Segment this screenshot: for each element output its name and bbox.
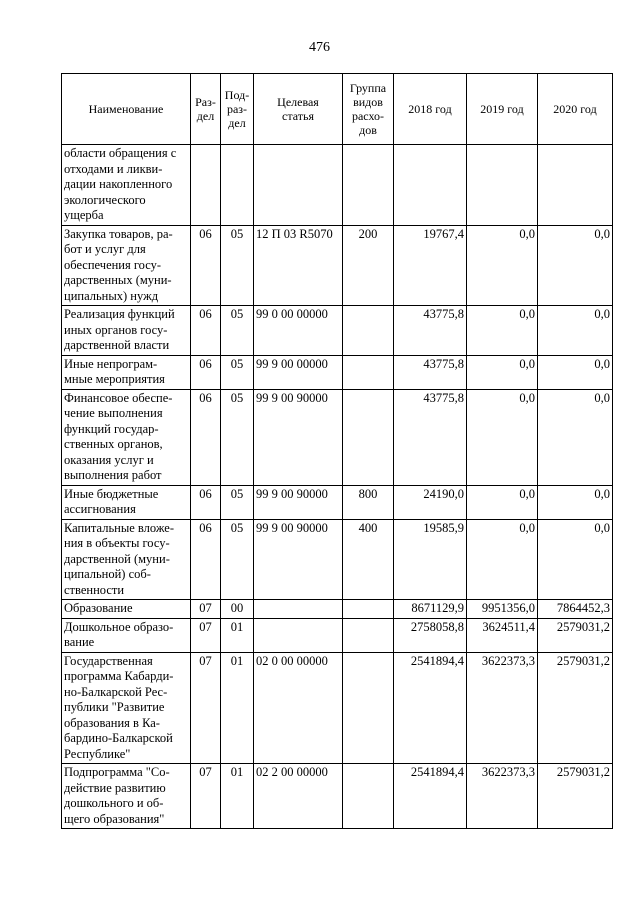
table-row — [62, 485, 613, 519]
table-row — [62, 618, 613, 652]
cell-2019: 0,0 — [467, 519, 538, 600]
cell-2019: 3624511,4 — [467, 618, 538, 652]
cell-2018: 2541894,4 — [394, 764, 467, 829]
cell-2020: 0,0 — [538, 225, 613, 306]
cell-razdel: 07 — [191, 600, 221, 619]
cell-razdel: 06 — [191, 355, 221, 389]
cell-2018 — [394, 145, 467, 226]
cell-2019 — [467, 145, 538, 226]
cell-razdel: 06 — [191, 519, 221, 600]
cell-razdel: 07 — [191, 652, 221, 764]
cell-podrazdel: 01 — [221, 652, 254, 764]
cell-name: Подпрограмма "Со- действие развитию дошкольного и об- щего образования" — [62, 764, 191, 829]
cell-2019: 9951356,0 — [467, 600, 538, 619]
cell-2020 — [538, 145, 613, 226]
cell-expense-group — [343, 618, 394, 652]
cell-razdel — [191, 145, 221, 226]
cell-2019: 3622373,3 — [467, 764, 538, 829]
cell-target — [254, 600, 343, 619]
header-2018: 2018 год — [394, 74, 467, 145]
budget-table — [61, 73, 613, 829]
cell-name: области обращения с отходами и ликви- дации накопленного экологического ущерба — [62, 145, 191, 226]
cell-2018: 8671129,9 — [394, 600, 467, 619]
cell-2020: 0,0 — [538, 355, 613, 389]
cell-name: Государственная программа Кабарди- но-Балкарской Рес- публики "Развитие образования в Ка- бардино-Балкарской Республике" — [62, 652, 191, 764]
cell-razdel: 07 — [191, 764, 221, 829]
cell-name: Финансовое обеспе- чение выполнения функций государ- ственных органов, оказания услуг и выполнения работ — [62, 389, 191, 485]
cell-razdel: 06 — [191, 225, 221, 306]
cell-podrazdel — [221, 145, 254, 226]
cell-name: Иные непрограм- мные мероприятия — [62, 355, 191, 389]
table-row — [62, 519, 613, 600]
cell-expense-group — [343, 355, 394, 389]
cell-podrazdel: 05 — [221, 389, 254, 485]
cell-2018: 43775,8 — [394, 306, 467, 356]
cell-podrazdel: 05 — [221, 225, 254, 306]
header-target: Целевая статья — [254, 74, 343, 145]
cell-target: 99 9 00 90000 — [254, 389, 343, 485]
table-row — [62, 145, 613, 226]
cell-razdel: 07 — [191, 618, 221, 652]
cell-podrazdel: 01 — [221, 618, 254, 652]
cell-expense-group — [343, 306, 394, 356]
cell-target: 02 2 00 00000 — [254, 764, 343, 829]
cell-2019: 0,0 — [467, 306, 538, 356]
cell-name: Иные бюджетные ассигнования — [62, 485, 191, 519]
cell-name: Дошкольное образо- вание — [62, 618, 191, 652]
cell-2019: 0,0 — [467, 225, 538, 306]
header-expense-group: Группа видов расхо- дов — [343, 74, 394, 145]
cell-name: Закупка товаров, ра- бот и услуг для обеспечения госу- дарственных (муни- ципальных) нужд — [62, 225, 191, 306]
cell-name: Капитальные вложе- ния в объекты госу- дарственной (муни- ципальной) соб- ственности — [62, 519, 191, 600]
header-2019: 2019 год — [467, 74, 538, 145]
header-name: Наименование — [62, 74, 191, 145]
cell-target: 99 9 00 90000 — [254, 485, 343, 519]
cell-2020: 0,0 — [538, 485, 613, 519]
cell-2020: 0,0 — [538, 389, 613, 485]
cell-2018: 2541894,4 — [394, 652, 467, 764]
cell-2020: 2579031,2 — [538, 764, 613, 829]
table-row — [62, 389, 613, 485]
cell-target — [254, 618, 343, 652]
table-row — [62, 306, 613, 356]
header-podrazdel: Под- раз- дел — [221, 74, 254, 145]
cell-expense-group — [343, 600, 394, 619]
cell-podrazdel: 05 — [221, 355, 254, 389]
cell-expense-group — [343, 764, 394, 829]
table-row — [62, 652, 613, 764]
table-row — [62, 355, 613, 389]
table-row — [62, 600, 613, 619]
cell-expense-group — [343, 145, 394, 226]
cell-2019: 0,0 — [467, 389, 538, 485]
cell-podrazdel: 05 — [221, 519, 254, 600]
cell-2019: 3622373,3 — [467, 652, 538, 764]
cell-podrazdel: 00 — [221, 600, 254, 619]
cell-expense-group — [343, 652, 394, 764]
cell-razdel: 06 — [191, 485, 221, 519]
table-body — [62, 145, 613, 829]
cell-target: 02 0 00 00000 — [254, 652, 343, 764]
cell-2020: 0,0 — [538, 306, 613, 356]
header-2020: 2020 год — [538, 74, 613, 145]
cell-2018: 19585,9 — [394, 519, 467, 600]
cell-target — [254, 145, 343, 226]
cell-2018: 19767,4 — [394, 225, 467, 306]
cell-2020: 2579031,2 — [538, 652, 613, 764]
cell-razdel: 06 — [191, 389, 221, 485]
cell-2019: 0,0 — [467, 485, 538, 519]
page-number: 476 — [309, 40, 330, 55]
header-razdel: Раз- дел — [191, 74, 221, 145]
cell-2020: 2579031,2 — [538, 618, 613, 652]
cell-2020: 7864452,3 — [538, 600, 613, 619]
cell-target: 99 9 00 90000 — [254, 519, 343, 600]
cell-expense-group: 800 — [343, 485, 394, 519]
cell-2018: 2758058,8 — [394, 618, 467, 652]
cell-2018: 43775,8 — [394, 389, 467, 485]
cell-2018: 24190,0 — [394, 485, 467, 519]
cell-target: 99 0 00 00000 — [254, 306, 343, 356]
cell-expense-group: 400 — [343, 519, 394, 600]
table-row — [62, 225, 613, 306]
cell-target: 99 9 00 00000 — [254, 355, 343, 389]
header-row — [62, 74, 613, 145]
cell-podrazdel: 01 — [221, 764, 254, 829]
cell-2018: 43775,8 — [394, 355, 467, 389]
cell-target: 12 П 03 R5070 — [254, 225, 343, 306]
cell-2019: 0,0 — [467, 355, 538, 389]
cell-2020: 0,0 — [538, 519, 613, 600]
cell-podrazdel: 05 — [221, 485, 254, 519]
table-row — [62, 764, 613, 829]
cell-expense-group: 200 — [343, 225, 394, 306]
cell-name: Реализация функций иных органов госу- дарственной власти — [62, 306, 191, 356]
cell-name: Образование — [62, 600, 191, 619]
cell-razdel: 06 — [191, 306, 221, 356]
cell-podrazdel: 05 — [221, 306, 254, 356]
cell-expense-group — [343, 389, 394, 485]
